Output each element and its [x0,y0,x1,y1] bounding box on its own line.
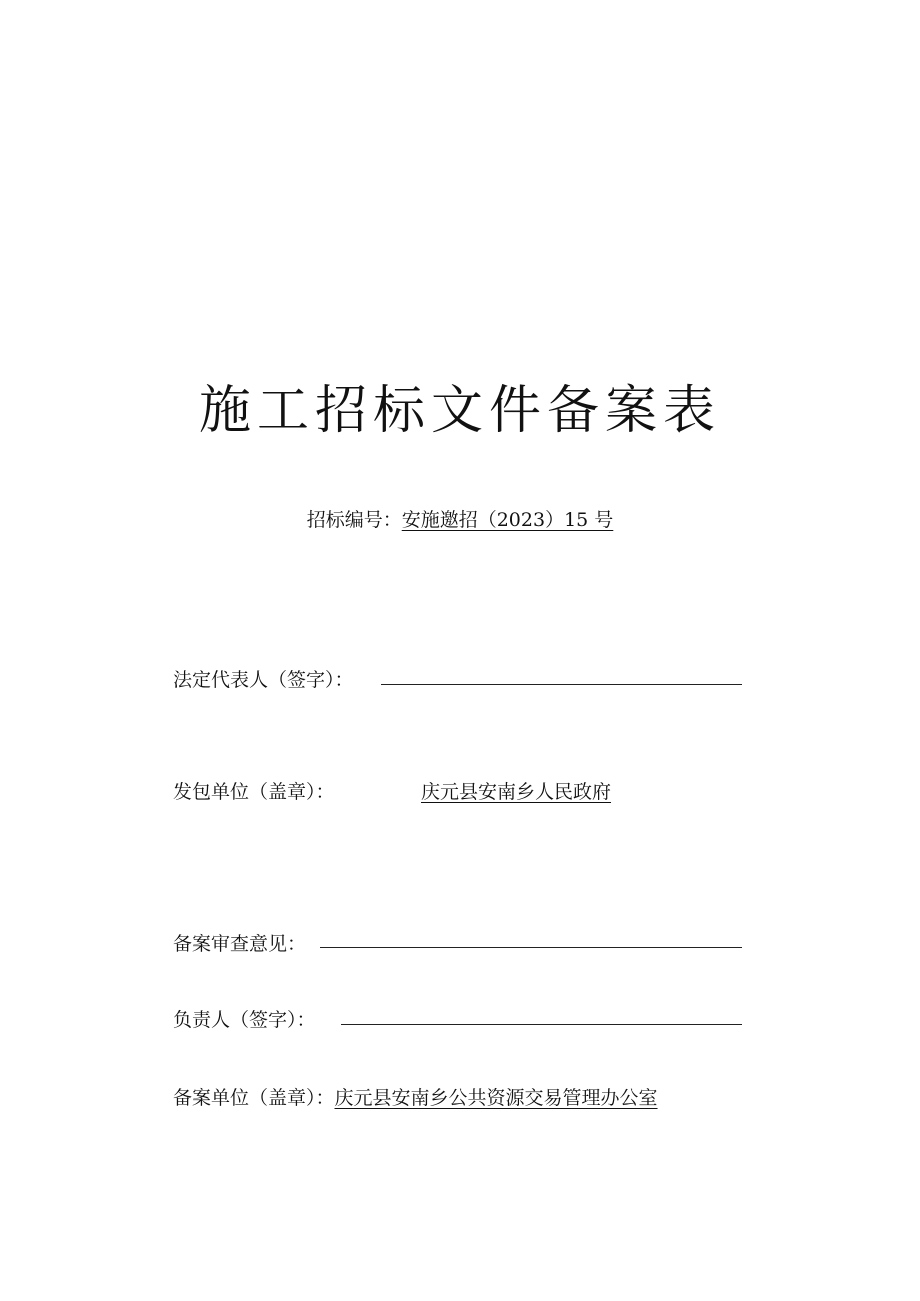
record-unit-label: 备案单位（盖章）： [173,1087,335,1109]
bid-number-value: 安施邀招（2023）15 号 [401,509,614,531]
review-opinion-line[interactable] [320,947,742,948]
document-title: 施工招标文件备案表 [198,381,721,441]
responsible-person-label: 负责人（签字）： [173,1009,316,1031]
owner-unit-value: 庆元县安南乡人民政府 [421,781,612,803]
owner-unit-label: 发包单位（盖章）： [173,781,335,803]
legal-representative-label: 法定代表人（签字）： [173,669,354,691]
record-unit-row [173,1083,658,1110]
legal-representative-row [173,665,354,692]
review-opinion-label: 备案审查意见： [173,933,307,955]
responsible-person-signature-line[interactable] [341,1024,742,1025]
bid-number-label: 招标编号： [306,509,402,531]
legal-representative-signature-line[interactable] [381,684,742,685]
responsible-person-row [173,1005,316,1032]
review-opinion-row [173,929,306,956]
record-unit-value: 庆元县安南乡公共资源交易管理办公室 [334,1087,658,1109]
bid-number-row [0,505,920,532]
owner-unit-row [173,777,612,804]
